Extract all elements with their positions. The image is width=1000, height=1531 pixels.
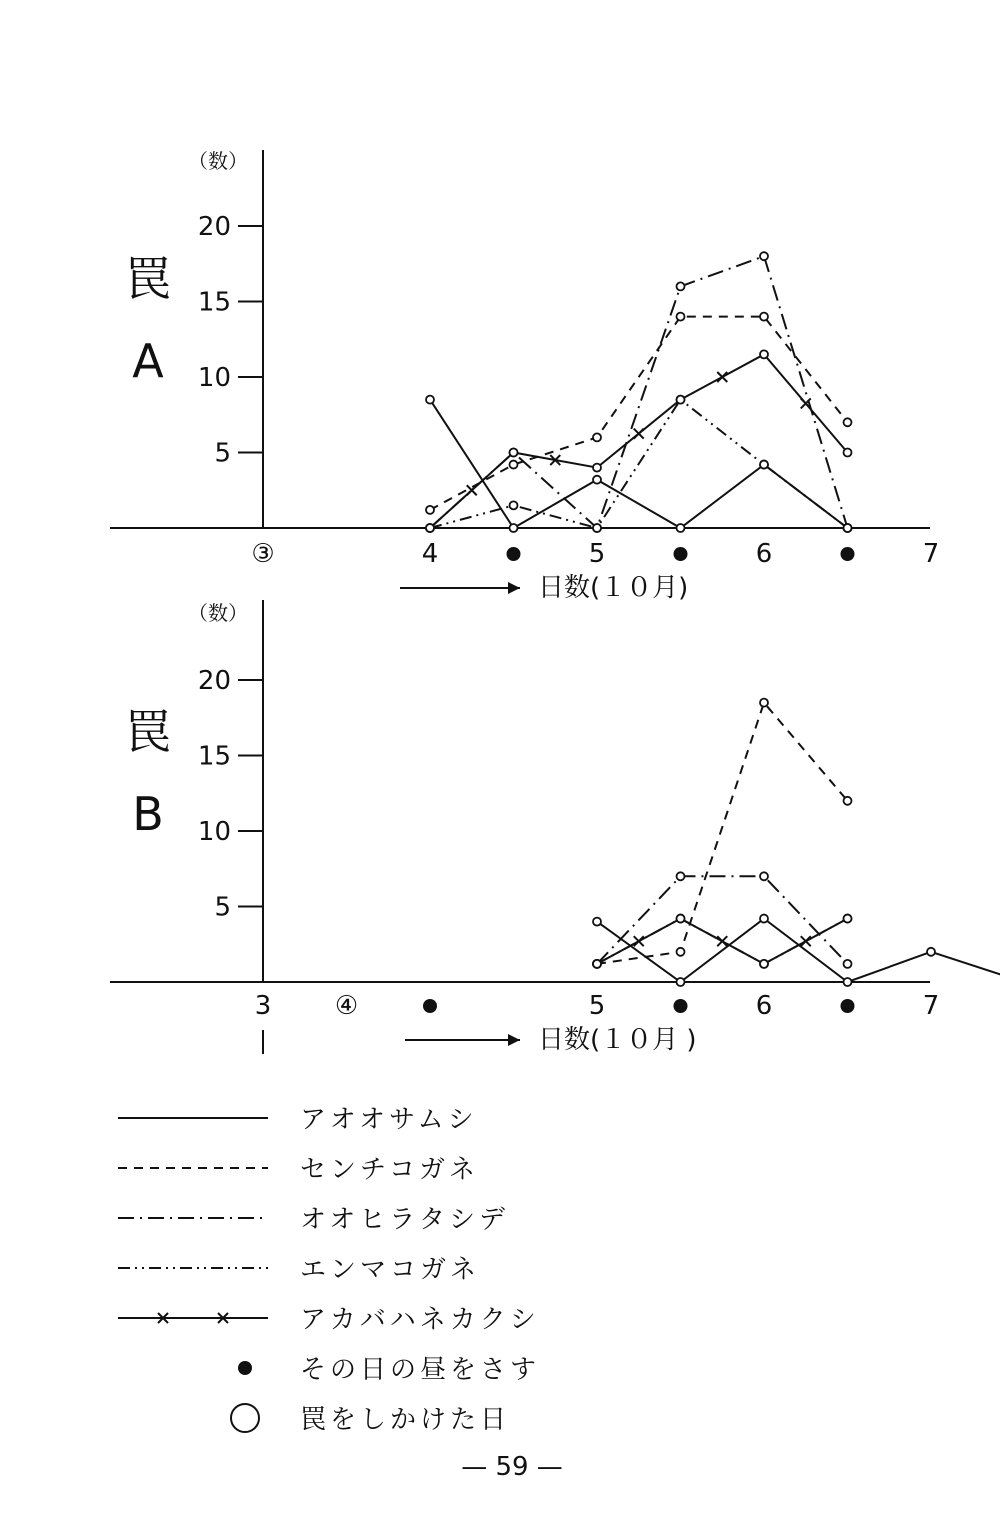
x-tick-label: 3 bbox=[254, 991, 272, 1021]
data-point-akabahanekakushi bbox=[677, 396, 685, 404]
data-point-oohiratashide bbox=[677, 872, 685, 880]
data-point-aoosamushi bbox=[593, 918, 601, 926]
panel-label-trap: 罠 bbox=[125, 705, 171, 759]
cross-mark bbox=[801, 936, 811, 946]
data-point-senchikogane bbox=[677, 313, 685, 321]
y-tick-label: 5 bbox=[214, 892, 231, 923]
data-point-senchikogane bbox=[844, 418, 852, 426]
x-tick-label: 5 bbox=[588, 991, 606, 1021]
series-line-enmakogane bbox=[430, 400, 848, 528]
y-axis-label: （数） bbox=[188, 149, 248, 173]
cross-mark bbox=[467, 485, 477, 495]
noon-marker bbox=[507, 547, 521, 561]
data-point-enmakogane bbox=[760, 461, 768, 469]
data-point-aoosamushi bbox=[426, 396, 434, 404]
x-tick-label: ③ bbox=[251, 539, 275, 569]
data-point-aoosamushi bbox=[593, 476, 601, 484]
legend-open-circle bbox=[231, 1404, 259, 1432]
data-point-enmakogane bbox=[510, 501, 518, 509]
data-point-aoosamushi bbox=[927, 948, 935, 956]
legend-label-marker: その日の昼をさす bbox=[300, 1355, 541, 1385]
data-point-oohiratashide bbox=[760, 252, 768, 260]
panel-label-letter: B bbox=[132, 787, 164, 841]
legend-label-oohiratashide: オオヒラタシデ bbox=[300, 1205, 509, 1235]
data-point-akabahanekakushi bbox=[593, 464, 601, 472]
data-point-akabahanekakushi bbox=[844, 915, 852, 923]
y-tick-label: 5 bbox=[214, 438, 231, 469]
data-point-senchikogane bbox=[844, 797, 852, 805]
series-line-aoosamushi bbox=[597, 919, 1000, 982]
data-point-senchikogane bbox=[760, 313, 768, 321]
data-point-aoosamushi bbox=[510, 524, 518, 532]
data-point-enmakogane bbox=[593, 524, 601, 532]
y-tick-label: 10 bbox=[197, 363, 231, 393]
data-point-aoosamushi bbox=[760, 915, 768, 923]
cross-mark bbox=[717, 372, 727, 382]
y-tick-label: 10 bbox=[197, 817, 231, 847]
legend-noon-dot bbox=[238, 1361, 252, 1375]
data-point-oohiratashide bbox=[844, 960, 852, 968]
data-point-senchikogane bbox=[593, 433, 601, 441]
x-tick-label: 5 bbox=[588, 539, 606, 569]
data-point-aoosamushi bbox=[677, 978, 685, 986]
panel-label-letter: A bbox=[132, 334, 164, 388]
data-point-akabahanekakushi bbox=[760, 960, 768, 968]
legend-label-enmakogane: エンマコガネ bbox=[300, 1255, 481, 1285]
data-point-senchikogane bbox=[677, 948, 685, 956]
y-axis-label: （数） bbox=[188, 601, 248, 625]
data-point-senchikogane bbox=[426, 506, 434, 514]
page-number: — 59 — bbox=[461, 1452, 563, 1482]
noon-marker bbox=[841, 547, 855, 561]
x-tick-label: 6 bbox=[755, 991, 773, 1021]
data-point-senchikogane bbox=[760, 699, 768, 707]
series-line-akabahanekakushi bbox=[430, 354, 848, 528]
x-axis-label: 日数(１０月) bbox=[538, 573, 689, 603]
x-axis-label: 日数(１０月 ) bbox=[538, 1025, 697, 1055]
legend-label-senchikogane: センチコガネ bbox=[300, 1155, 479, 1185]
data-point-akabahanekakushi bbox=[677, 915, 685, 923]
noon-marker bbox=[841, 999, 855, 1013]
y-tick-label: 15 bbox=[197, 287, 231, 318]
data-point-akabahanekakushi bbox=[593, 960, 601, 968]
x-tick-label: 4 bbox=[421, 539, 439, 569]
cross-mark bbox=[717, 936, 727, 946]
cross-mark bbox=[634, 429, 644, 439]
cross-mark bbox=[634, 936, 644, 946]
data-point-akabahanekakushi bbox=[426, 524, 434, 532]
series-line-oohiratashide bbox=[430, 256, 848, 528]
x-tick-label: ④ bbox=[334, 991, 359, 1021]
x-tick-label: 7 bbox=[922, 539, 940, 569]
noon-marker bbox=[423, 999, 437, 1013]
data-point-aoosamushi bbox=[677, 524, 685, 532]
arrow-head bbox=[508, 582, 520, 594]
noon-marker bbox=[674, 999, 688, 1013]
data-point-akabahanekakushi bbox=[844, 449, 852, 457]
panel-label-trap: 罠 bbox=[125, 252, 171, 306]
data-point-akabahanekakushi bbox=[510, 449, 518, 457]
x-tick-label: 6 bbox=[755, 539, 773, 569]
data-point-akabahanekakushi bbox=[760, 350, 768, 358]
y-tick-label: 20 bbox=[197, 666, 231, 696]
y-tick-label: 15 bbox=[197, 741, 231, 772]
y-tick-label: 20 bbox=[197, 212, 231, 242]
data-point-oohiratashide bbox=[677, 282, 685, 290]
data-point-enmakogane bbox=[844, 524, 852, 532]
arrow-head bbox=[508, 1034, 520, 1046]
data-point-aoosamushi bbox=[844, 978, 852, 986]
legend-label-akabahanekakushi: アカバハネカクシ bbox=[300, 1305, 540, 1335]
noon-marker bbox=[674, 547, 688, 561]
data-point-oohiratashide bbox=[760, 872, 768, 880]
legend-label-aoosamushi: アオオサムシ bbox=[300, 1105, 478, 1135]
legend-label-marker: 罠をしかけた日 bbox=[300, 1405, 511, 1435]
x-tick-label: 7 bbox=[922, 991, 940, 1021]
data-point-senchikogane bbox=[510, 461, 518, 469]
